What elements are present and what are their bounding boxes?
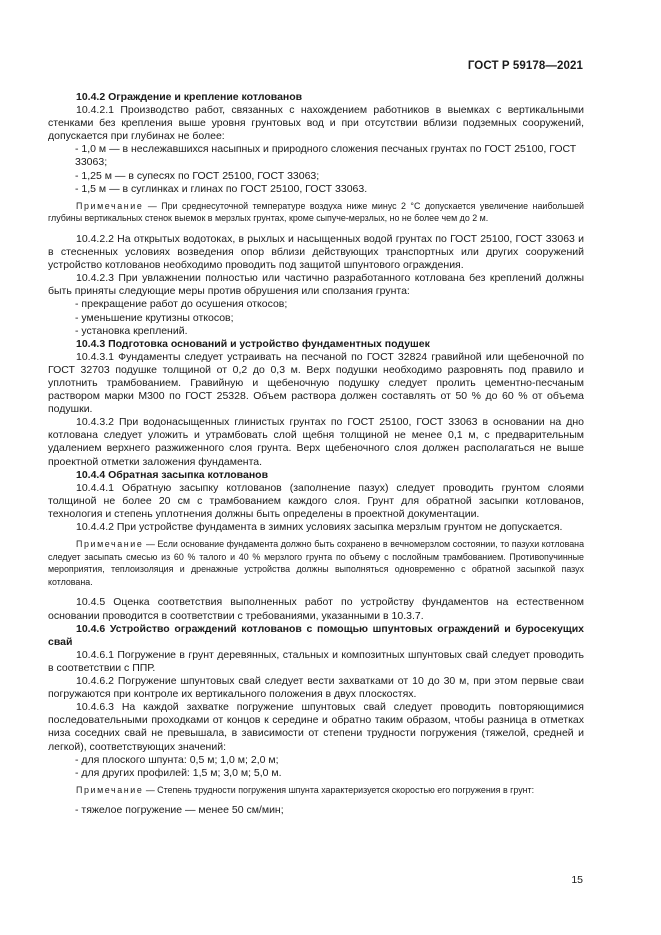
section-heading: 10.4.6 Устройство ограждений котлованов с помощью шпунтовых ограждений и буросекущих свай xyxy=(48,622,584,648)
note xyxy=(48,538,584,588)
list-item: - 1,5 м — в суглинках и глинах по ГОСТ 25100, ГОСТ 33063. xyxy=(75,182,368,195)
note xyxy=(48,200,584,225)
paragraph: 10.4.4.2 При устройстве фундамента в зимних условиях засыпка мерзлым грунтом не допускается. xyxy=(76,521,563,533)
note-text: — Степень трудности погружения шпунта характеризуется скоростью его погружения в грунт: xyxy=(143,784,535,795)
list-item: - для плоского шпунта: 0,5 м; 1,0 м; 2,0 м; xyxy=(75,753,279,766)
paragraph: 10.4.2.2 На открытых водотоках, в рыхлых и насыщенных водой грунтах по ГОСТ 25100, ГОСТ 33063 и в стесненных условиях возведения опор вблизи действующих транспортных или других сооружений устройство котлованов необходимо проводить под защитой шпунтового ограждения. xyxy=(48,232,584,272)
section-heading: 10.4.3 Подготовка оснований и устройство фундаментных подушек xyxy=(76,337,430,350)
paragraph: 10.4.6.2 Погружение шпунтовых свай следует вести захватками от 10 до 30 м, при этом первые сваи погружаются при контроле их вертикального положения в двух плоскостях. xyxy=(48,675,584,701)
list-item: - уменьшение крутизны откосов; xyxy=(75,311,234,324)
section-heading: 10.4.4 Обратная засыпка котлованов xyxy=(76,468,269,481)
section-heading: 10.4.2 Ограждение и крепление котлованов xyxy=(76,91,303,103)
paragraph: 10.4.6.3 На каждой захватке погружение шпунтовых свай следует проводить повторяющимися последовательными проходками от концов к середине и обратно таким образом, чтобы разница в отметках низа соседних свай не превышала, в зависимости от степени трудности погружения (тяжелой, средней и легкой), соответствующих значений: xyxy=(48,701,584,753)
list-item: - 1,25 м — в супесях по ГОСТ 25100, ГОСТ 33063; xyxy=(75,169,320,182)
list-item: - тяжелое погружение — менее 50 см/мин; xyxy=(75,804,284,817)
note-text: — Если основание фундамента должно быть сохранено в вечномерзлом состоянии, то пазухи котлована следует засыпать смесью из 60 % талого и 40 % мерзлого грунта по объему с послойным трамбованием. Противопучинные мероприятия, теплоизоляция и дренажные устройства должны выполняться одновременно с обратной засыпкой пазух котлована. xyxy=(48,539,584,587)
note-label: Примечание xyxy=(76,539,144,550)
note-text: — При среднесуточной температуре воздуха ниже минус 2 °С допускается увеличение наибольшей глубины вертикальных стенок выемок в мерзлых грунтах, кроме сыпуче-мерзлых, но не более чем до 2 м. xyxy=(48,200,584,224)
list-item: - прекращение работ до осушения откосов; xyxy=(75,298,288,311)
paragraph: 10.4.2.3 При увлажнении полностью или частично разработанного котлована без креплений должны быть приняты следующие меры против обрушения или сползания грунта: xyxy=(48,272,584,298)
page-number: 15 xyxy=(571,874,583,886)
list-item: - для других профилей: 1,5 м; 3,0 м; 5,0 м. xyxy=(75,766,282,779)
paragraph: 10.4.4.1 Обратную засыпку котлованов (заполнение пазух) следует проводить грунтом слоями толщиной не более 20 см с трамбованием каждого слоя. Грунт для обратной засыпки котлованов, технология и степень уплотнения должны быть определены в проектной документации. xyxy=(48,481,584,520)
list-item: - установка креплений. xyxy=(75,324,188,337)
note-label: Примечание xyxy=(76,784,144,795)
paragraph: 10.4.3.2 При водонасыщенных глинистых грунтах по ГОСТ 25100, ГОСТ 33063 в основании на дно котлована следует уложить и утрамбовать слой щебня толщиной не менее 0,1 м, с предварительным удалением верхнего разжиженного слоя грунта. Верх щебеночного слоя должен располагаться не выше проектной отметки заложения фундамента. xyxy=(48,416,584,468)
note xyxy=(48,784,584,797)
paragraph: 10.4.6.1 Погружение в грунт деревянных, стальных и композитных шпунтовых свай следует проводить в соответствии с ППР. xyxy=(48,648,584,674)
document-id-header: ГОСТ Р 59178—2021 xyxy=(467,60,583,72)
document-body xyxy=(48,91,584,817)
paragraph: 10.4.2.1 Производство работ, связанных с нахождением работников в выемках с вертикальными стенками без крепления выше уровня грунтовых вод и при отсутствии вблизи подземных сооружений, допускается при глубинах не более: xyxy=(48,104,584,143)
list-item: - 1,0 м — в неслежавшихся насыпных и природного сложения песчаных грунтах по ГОСТ 25100, ГОСТ 33063; xyxy=(75,143,577,169)
paragraph: 10.4.5 Оценка соответствия выполненных работ по устройству фундаментов на естественном основании проводится в соответствии с требованиями, указанными в 10.3.7. xyxy=(48,596,584,622)
paragraph: 10.4.3.1 Фундаменты следует устраивать на песчаной по ГОСТ 32824 гравийной или щебеночной по ГОСТ 32703 подушке толщиной от 0,2 до 0,3 м. Верх подушки необходимо разровнять под правило и уплотнить трамбованием. Гравийную и щебеночную подушку следует пролить цементно-песчаным раствором марки М300 по ГОСТ 25328. Объем раствора должен составлять от 50 % до 60 % от объема подушки. xyxy=(48,350,584,416)
note-label: Примечание xyxy=(76,200,144,211)
